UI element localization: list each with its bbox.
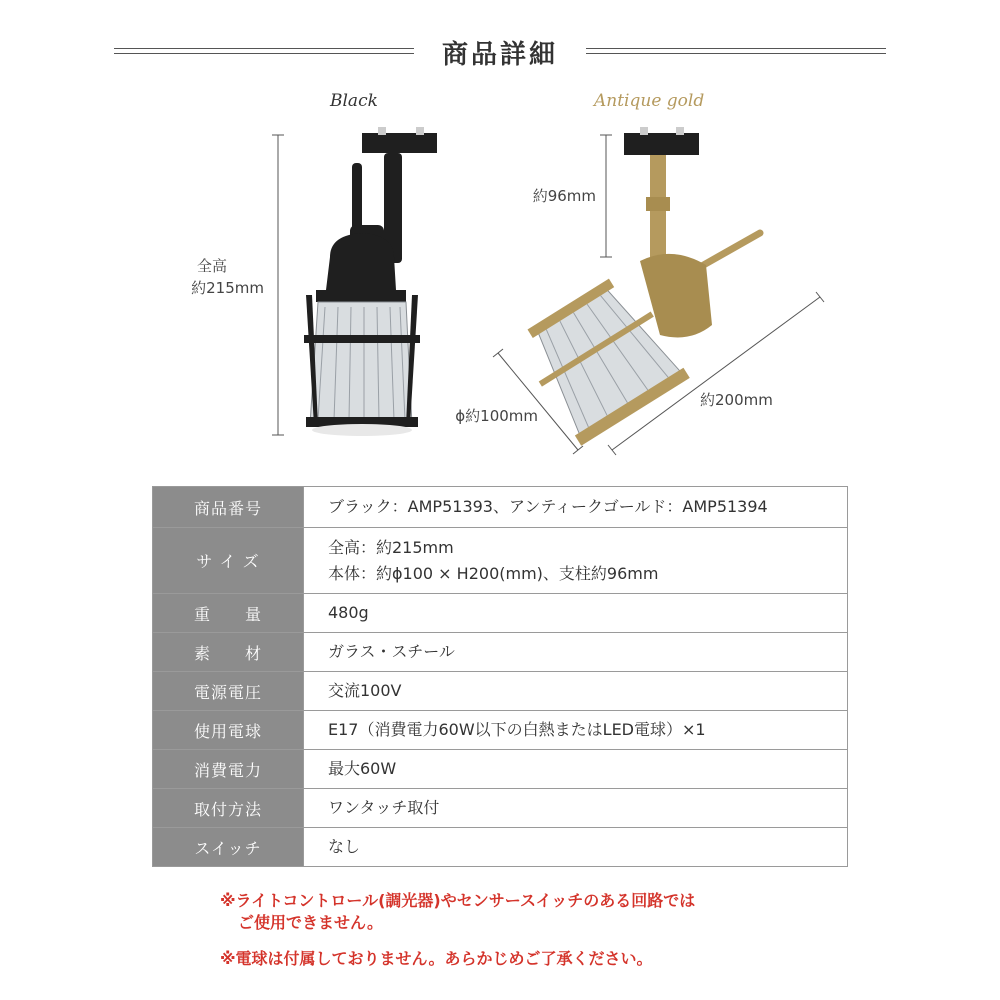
- spec-head-power: 消費電力: [153, 750, 304, 789]
- table-row: [153, 828, 848, 867]
- spec-value-material: ガラス・スチール: [304, 633, 848, 672]
- section-title-bar: [0, 34, 1000, 74]
- length-label: 約200mm: [700, 391, 773, 409]
- table-row: [153, 711, 848, 750]
- note-dimmer-line1: ※ライトコントロール(調光器)やセンサースイッチのある回路では: [220, 891, 696, 910]
- pole-dimension-line: [600, 135, 612, 257]
- table-row: [153, 789, 848, 828]
- height-dimension-line: [272, 135, 284, 435]
- spec-head-product-number: 商品番号: [153, 487, 304, 528]
- spec-value-power: 最大60W: [304, 750, 848, 789]
- diameter-label: ϕ約100mm: [455, 407, 538, 425]
- product-illustration-area: [0, 85, 1000, 470]
- note-dimmer-line2: ご使用できません。: [238, 913, 383, 932]
- spec-head-mounting: 取付方法: [153, 789, 304, 828]
- spec-value-size: 全高：約215mm 本体：約ϕ100 × H200(mm)、支柱約96mm: [304, 528, 848, 594]
- pole-length-label: 約96mm: [532, 187, 596, 205]
- spec-value-voltage: 交流100V: [304, 672, 848, 711]
- table-row: [153, 633, 848, 672]
- spec-head-bulb: 使用電球: [153, 711, 304, 750]
- spec-head-size: サ イ ズ: [153, 528, 304, 594]
- table-row: [153, 528, 848, 594]
- page-title: 商品詳細: [441, 40, 558, 70]
- table-row: [153, 594, 848, 633]
- title-rule-left: [114, 48, 414, 54]
- spec-value-mounting: ワンタッチ取付: [304, 789, 848, 828]
- spec-head-weight: 重 量: [153, 594, 304, 633]
- black-lamp-image: [304, 127, 437, 436]
- spec-head-voltage: 電源電圧: [153, 672, 304, 711]
- title-rule-right: [586, 48, 886, 54]
- spec-value-switch: なし: [304, 828, 848, 867]
- note-bulb-not-included: ※電球は付属しておりません。あらかじめご了承ください。: [220, 949, 653, 968]
- black-variant-label: Black: [330, 91, 378, 111]
- spec-value-bulb: E17（消費電力60W以下の白熱またはLED電球）×1: [304, 711, 848, 750]
- spec-value-product-number: ブラック：AMP51393、アンティークゴールド：AMP51394: [304, 487, 848, 528]
- total-height-label: 全高 約215mm: [191, 257, 264, 297]
- spec-value-weight: 480g: [304, 594, 848, 633]
- table-row: [153, 487, 848, 528]
- table-row: [153, 750, 848, 789]
- spec-head-switch: スイッチ: [153, 828, 304, 867]
- gold-variant-label: Antique gold: [594, 91, 705, 111]
- spec-head-material: 素 材: [153, 633, 304, 672]
- caution-notes: [220, 890, 695, 970]
- table-row: [153, 672, 848, 711]
- spec-table: [152, 486, 848, 867]
